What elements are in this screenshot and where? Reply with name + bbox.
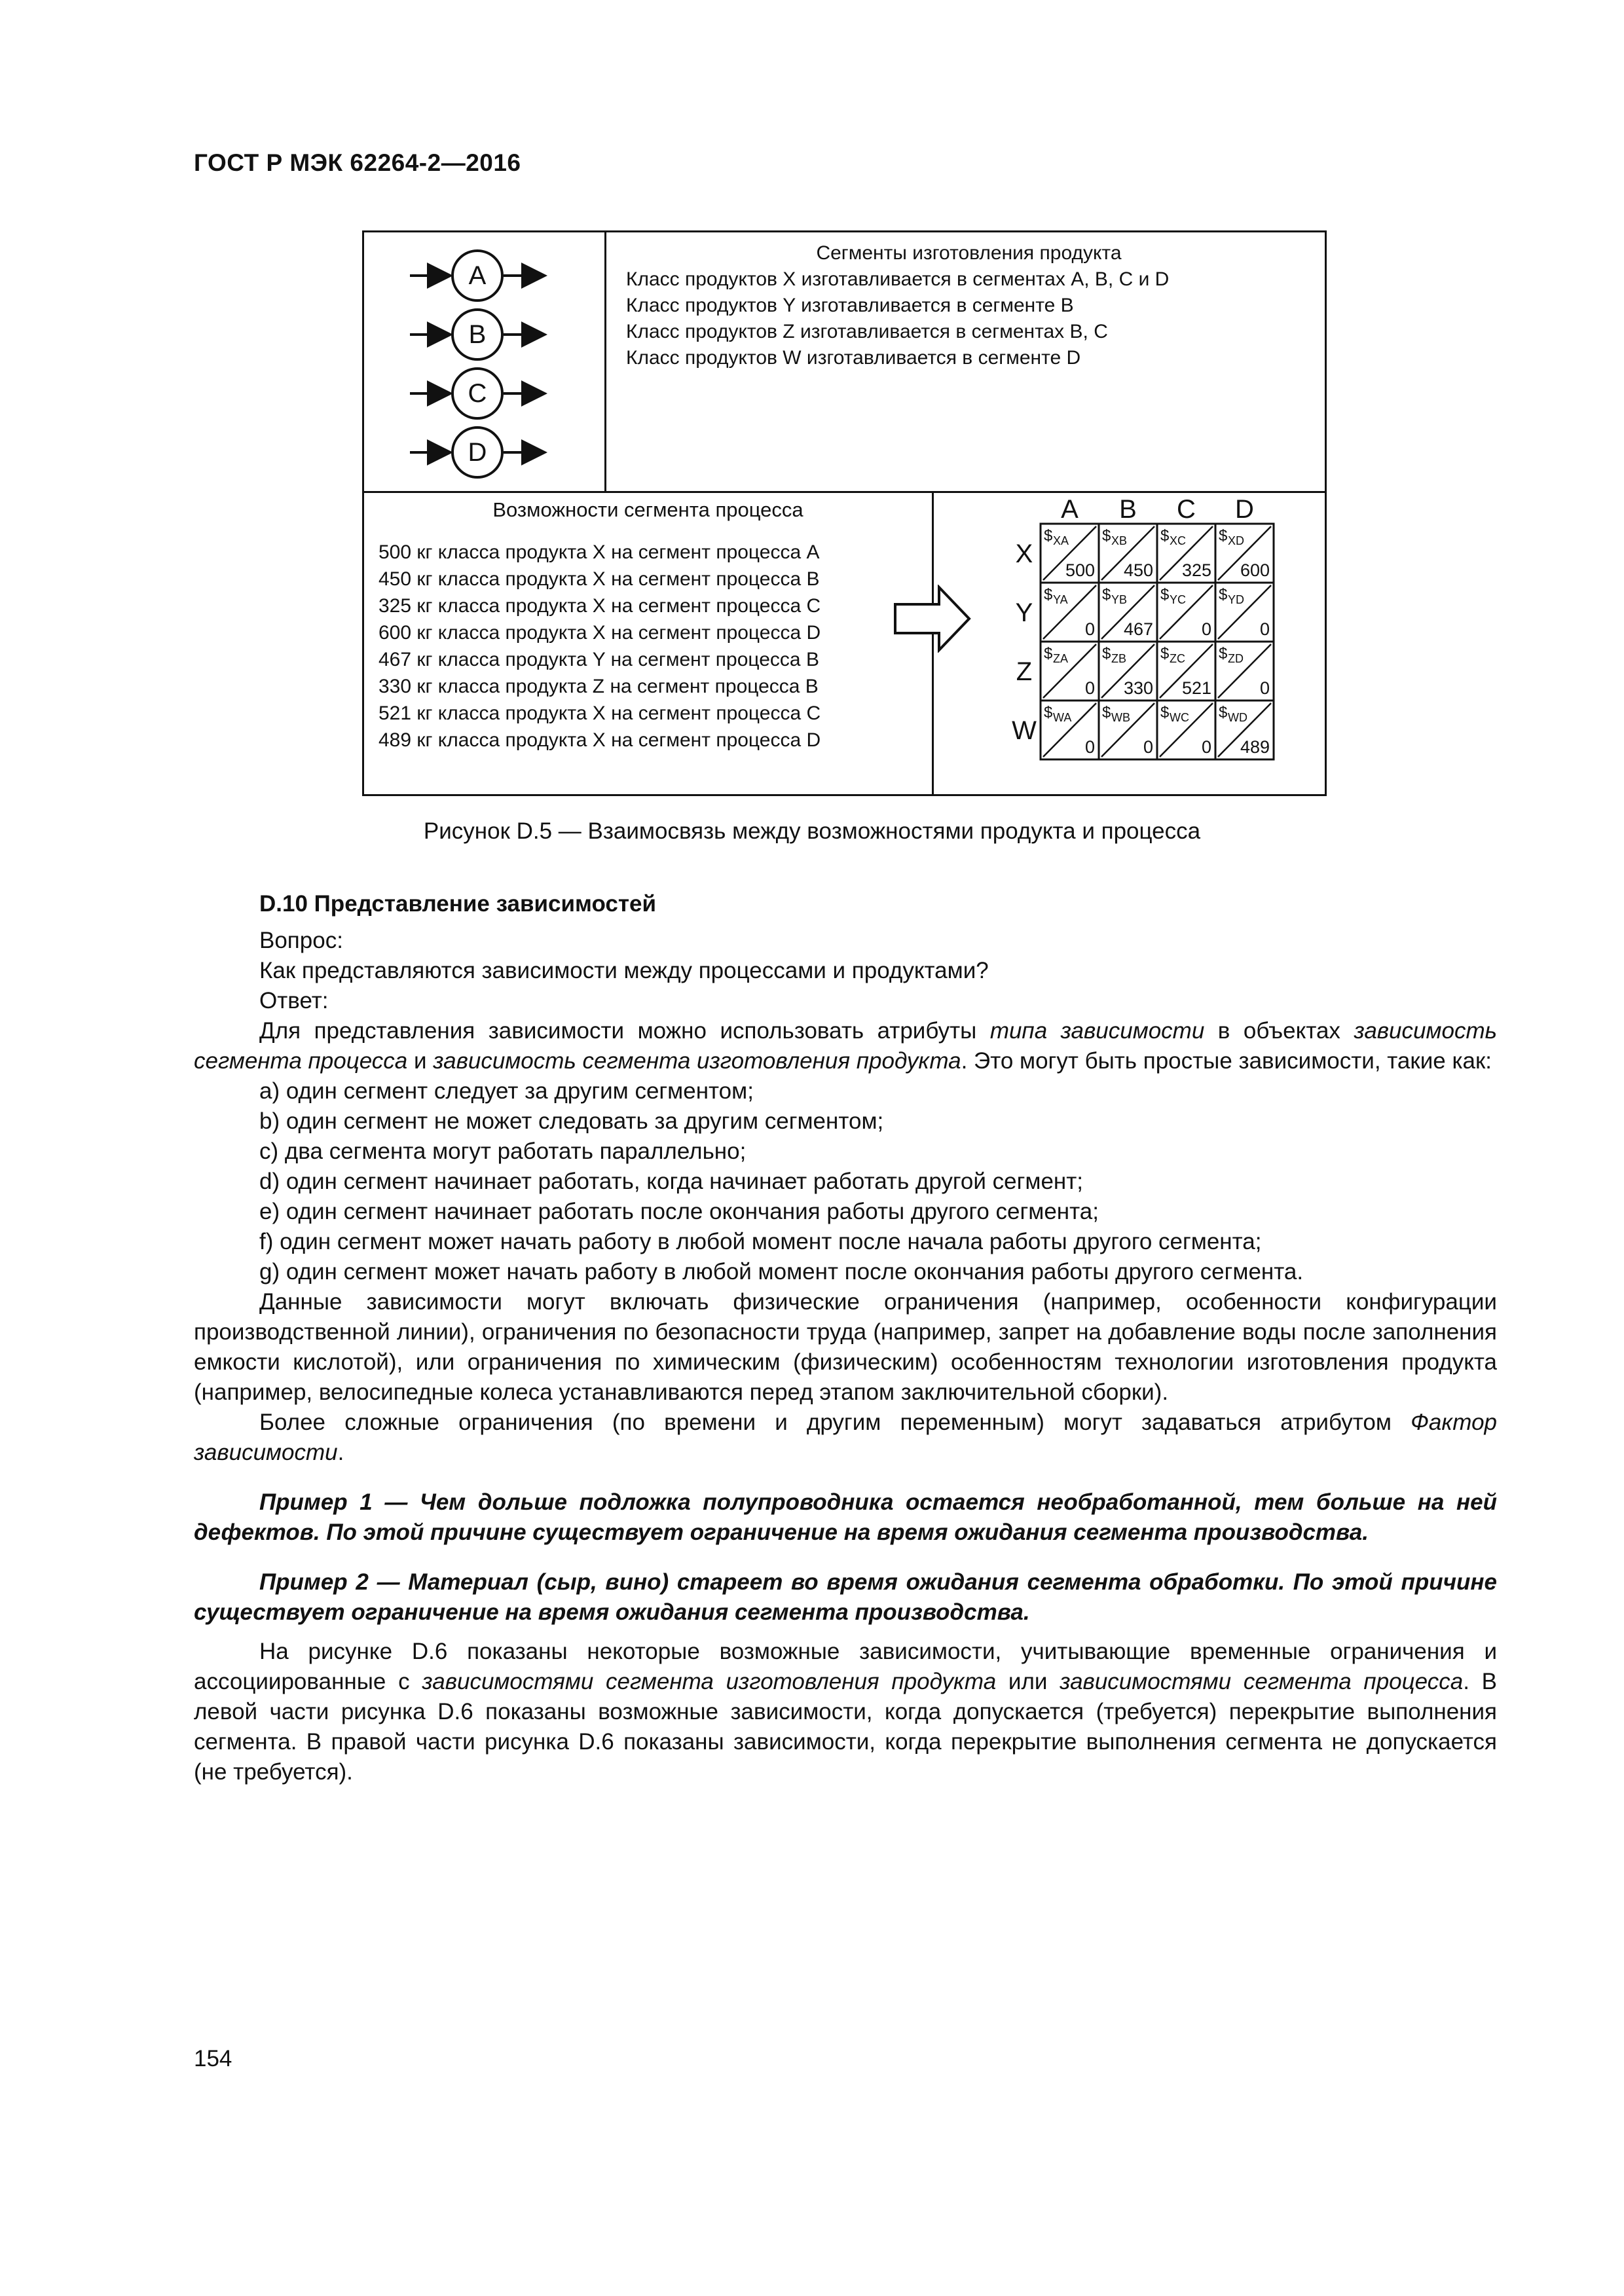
cell-symbol: $ [1219,586,1228,604]
cell-symbol: $ [1044,645,1053,663]
list-item: d) один сегмент начинает работать, когда начинает работать другой сегмент; [259,1169,1084,1194]
product-segment-line: Класс продуктов W изготавливается в сегменте D [626,347,1081,369]
italic-term: зависимостями сегмента процесса [1060,1669,1464,1694]
text-run: . [337,1440,344,1465]
cell-symbol: $ [1044,527,1053,545]
capability-line: 467 кг класса продукта Y на сегмент процесса B [378,649,819,670]
cell-symbol: $ [1102,704,1111,721]
product-segments-title: Сегменты изготовления продукта [816,242,1122,264]
cell-symbol: $ [1160,645,1170,663]
cell-symbol: $ [1219,645,1228,663]
list-item: a) один сегмент следует за другим сегментом; [259,1078,754,1104]
cell-value: 0 [1143,737,1153,757]
example-text: — Чем дольше подложка полупроводника остается необработанной, тем больше на ней дефектов. По этой причине существует ограничение на время ожидания сегмента производства. [194,1489,1497,1545]
text-run: в объектах [1204,1018,1354,1044]
section-heading: D.10 Представление зависимостей [259,891,656,917]
cell-symbol: $ [1160,586,1170,604]
capability-line: 489 кг класса продукта X на сегмент процесса D [378,729,821,751]
matrix-column-label: D [1235,495,1254,524]
matrix-row-label: Y [1015,598,1033,627]
cell-value: 467 [1123,619,1153,639]
italic-term: зависимость сегмента изготовления продукта [433,1048,961,1074]
example-1 [194,1487,1497,1548]
product-segments-panel [606,232,1325,493]
cell-subscript: XD [1228,534,1245,547]
cell-value: 450 [1123,560,1153,580]
text-run: . Это могут быть простые зависимости, такие как: [961,1048,1492,1074]
cell-value: 325 [1181,560,1211,580]
example-2 [194,1567,1497,1628]
segment-label: A [468,261,487,290]
capability-line: 500 кг класса продукта X на сегмент процесса A [378,541,820,563]
cell-symbol: $ [1160,704,1170,721]
cell-symbol: $ [1102,527,1111,545]
example-label: Пример 1 [259,1489,373,1515]
process-capabilities-title: Возможности сегмента процесса [492,498,803,521]
matrix-column-label: A [1061,495,1079,524]
cell-subscript: YC [1170,593,1187,606]
segment-label: C [468,379,487,408]
cell-symbol: $ [1044,704,1053,721]
matrix-row-label: X [1015,539,1033,568]
document-header: ГОСТ Р МЭК 62264-2—2016 [194,149,521,176]
cell-value: 330 [1123,678,1153,698]
product-segment-line: Класс продуктов Y изготавливается в сегменте B [626,295,1074,316]
answer-paragraph [194,1016,1497,1076]
cell-subscript: XB [1111,534,1128,547]
figure-caption: Рисунок D.5 — Взаимосвязь между возможностями продукта и процесса [423,818,1201,844]
list-item: c) два сегмента могут работать параллельно; [259,1139,747,1164]
constraints-paragraph: Данные зависимости могут включать физические ограничения (например, особенности конфигурации производственной линии), ограничения по безопасности труда (например, запрет на добавление воды после заполнения емкости кислотой), или ограничения по химическим (физическим) особенностям технологии изготовления продукта (например, велосипедные колеса устанавливаются перед этапом заключительной сборки). [194,1289,1497,1405]
figure-d6-paragraph [194,1637,1497,1787]
cell-value: 489 [1240,737,1270,757]
capability-matrix-panel [934,493,1325,794]
example-label: Пример 2 [259,1569,369,1595]
segment-label: B [468,320,487,349]
page-number: 154 [194,2046,232,2071]
cell-value: 0 [1084,619,1095,639]
matrix-row-label: Z [1016,657,1033,686]
segment-arrows-svg [364,232,604,491]
complex-constraints-paragraph [194,1408,1497,1468]
cell-subscript: XC [1170,534,1187,547]
cell-symbol: $ [1219,527,1228,545]
capability-line: 450 кг класса продукта X на сегмент процесса B [378,568,820,590]
cell-subscript: ZC [1170,652,1185,665]
capability-matrix [934,493,1325,794]
list-item: b) один сегмент не может следовать за другим сегментом; [259,1108,884,1134]
segment-diagram [364,232,606,493]
capability-line: 330 кг класса продукта Z на сегмент процесса B [378,676,819,697]
cell-symbol: $ [1102,586,1111,604]
cell-symbol: $ [1044,586,1053,604]
text-run: Для представления зависимости можно использовать атрибуты [259,1018,990,1044]
cell-subscript: ZD [1228,652,1244,665]
cell-value: 0 [1084,737,1095,757]
cell-subscript: ZB [1111,652,1127,665]
cell-subscript: WB [1111,711,1130,724]
figure-d5 [362,230,1327,796]
capability-line: 521 кг класса продукта X на сегмент процесса C [378,702,821,724]
cell-subscript: YB [1111,593,1128,606]
text-run: Более сложные ограничения (по времени и другим переменным) могут задаваться атрибутом [259,1410,1411,1435]
matrix-row-label: W [1012,716,1037,745]
cell-value: 0 [1259,678,1270,698]
product-segment-line: Класс продуктов X изготавливается в сегментах A, B, C и D [626,268,1170,290]
cell-value: 0 [1201,737,1211,757]
cell-subscript: ZA [1053,652,1069,665]
cell-value: 521 [1181,678,1211,698]
process-capabilities-panel [364,493,934,794]
cell-subscript: WC [1170,711,1189,724]
cell-symbol: $ [1102,645,1111,663]
example-text: — Материал (сыр, вино) стареет во время ожидания сегмента обработки. По этой причине существует ограничение на время ожидания сегмента производства. [194,1569,1498,1625]
process-capabilities-list [378,539,821,754]
text-run: и [407,1048,434,1074]
segment-label: D [468,438,487,467]
cell-symbol: $ [1160,527,1170,545]
text-run: . В левой части рисунка D.6 показаны возможные зависимости, когда допускается (требуется) перекрытие выполнения сегмента. В правой части рисунка D.6 показаны зависимости, когда перекрытие выполнения сегмента не допускается (не требуется). [194,1669,1498,1785]
matrix-column-label: C [1177,495,1196,524]
cell-value: 0 [1084,678,1095,698]
product-segment-line: Класс продуктов Z изготавливается в сегментах B, C [626,321,1108,342]
cell-subscript: YA [1053,593,1068,606]
cell-value: 0 [1201,619,1211,639]
capability-line: 600 кг класса продукта X на сегмент процесса D [378,622,821,644]
cell-subscript: WA [1053,711,1072,724]
italic-term: зависимость сегмента процесса [194,1018,1497,1074]
list-item: f) один сегмент может начать работу в любой момент после начала работы другого сегмента; [259,1229,1262,1254]
italic-term: зависимостями сегмента изготовления продукта [422,1669,997,1694]
cell-symbol: $ [1219,704,1228,721]
text-run: или [996,1669,1060,1694]
cell-value: 500 [1065,560,1095,580]
capability-line: 325 кг класса продукта X на сегмент процесса C [378,595,821,617]
answer-label: Ответ: [259,988,329,1013]
question-label: Вопрос: [259,928,343,953]
cell-value: 600 [1240,560,1270,580]
italic-term: Фактор зависимости [194,1410,1497,1465]
list-item: g) один сегмент может начать работу в любой момент после окончания работы другого сегмента. [259,1259,1304,1285]
text-run: На рисунке D.6 показаны некоторые возможные зависимости, учитывающие временные ограничения и ассоциированные с [194,1639,1497,1694]
cell-subscript: XA [1053,534,1069,547]
list-item: e) один сегмент начинает работать после окончания работы другого сегмента; [259,1199,1099,1224]
cell-value: 0 [1259,619,1270,639]
right-arrow-icon [893,585,972,653]
cell-subscript: WD [1228,711,1247,724]
question-text: Как представляются зависимости между процессами и продуктами? [259,958,989,983]
matrix-column-label: B [1119,495,1137,524]
italic-term: типа зависимости [989,1018,1205,1044]
cell-subscript: YD [1228,593,1245,606]
section-body [194,889,1497,1787]
